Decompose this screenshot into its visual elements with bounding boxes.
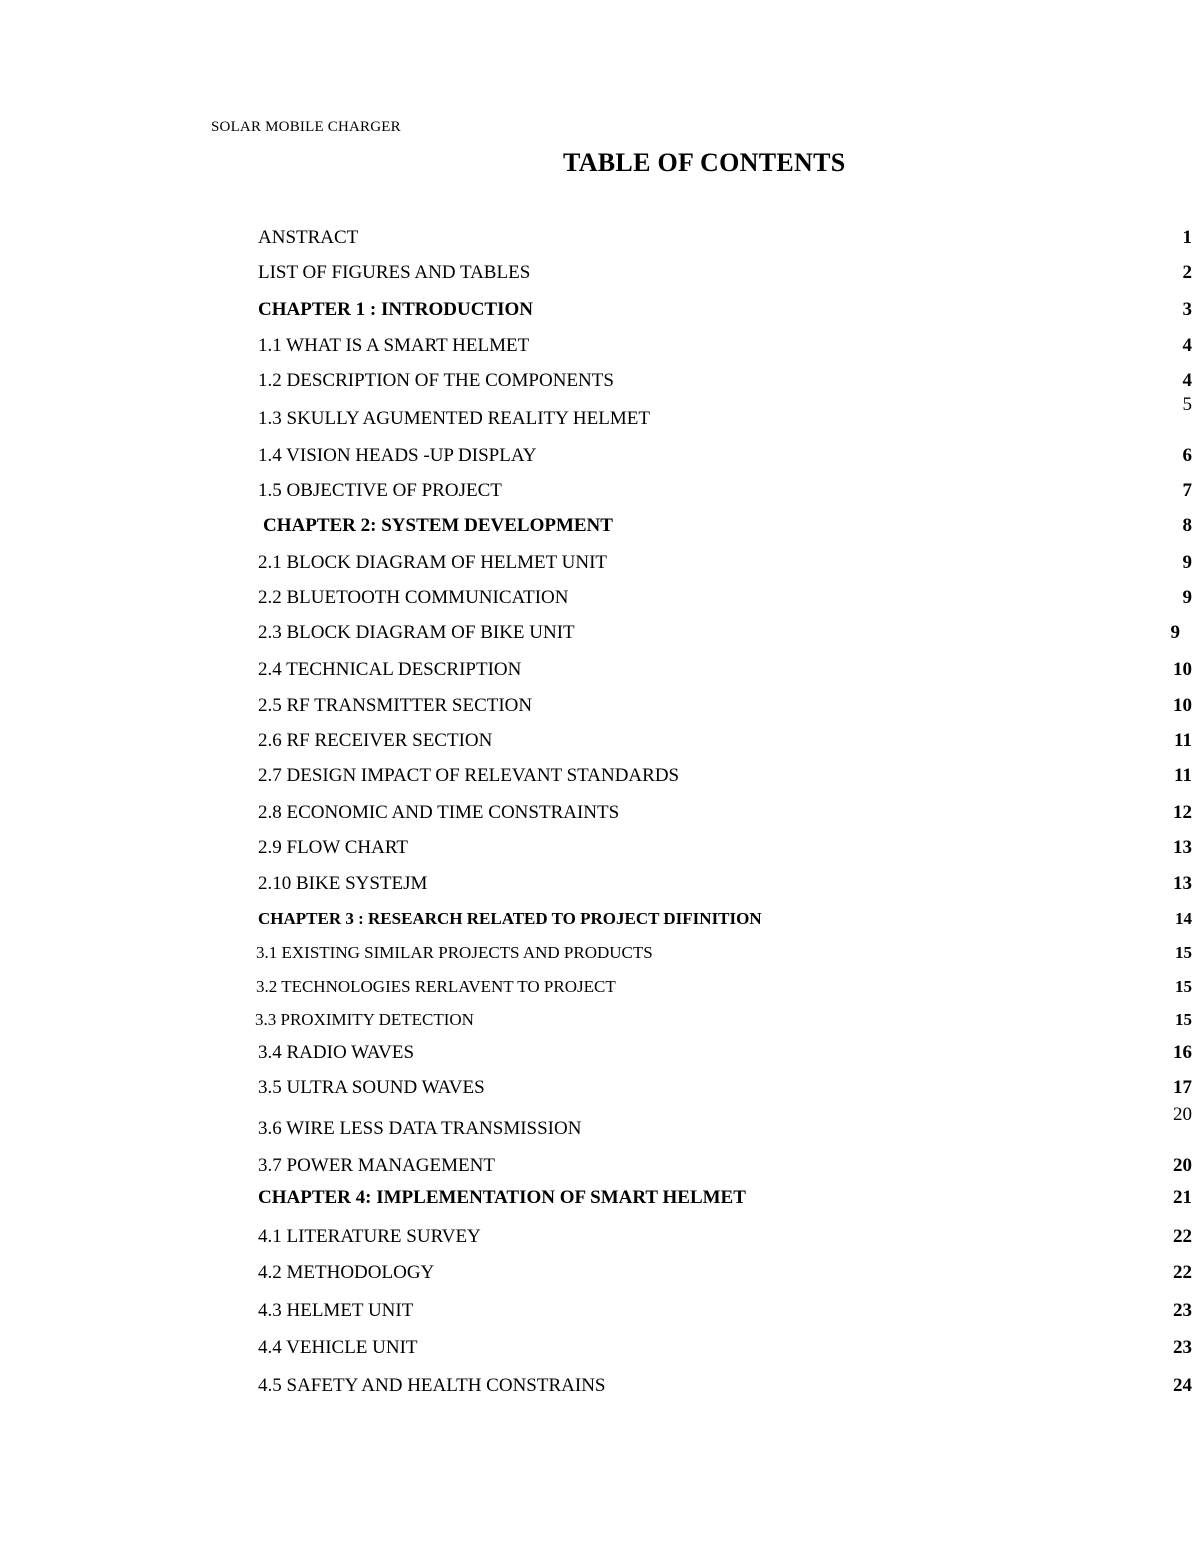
toc-entry-label: 1.1 WHAT IS A SMART HELMET bbox=[258, 335, 530, 356]
toc-entry bbox=[258, 370, 1192, 396]
toc-entry-page: 3 bbox=[1182, 299, 1192, 320]
toc-entry-page: 11 bbox=[1174, 730, 1192, 751]
toc-entry-label: 2.8 ECONOMIC AND TIME CONSTRAINTS bbox=[258, 802, 620, 823]
toc-entry-page: 16 bbox=[1173, 1042, 1192, 1063]
toc-entry bbox=[258, 873, 1192, 899]
toc-entry-label: CHAPTER 3 : RESEARCH RELATED TO PROJECT DIFINITION bbox=[258, 909, 762, 928]
toc-entry-page: 21 bbox=[1173, 1187, 1192, 1208]
toc-entry-label: 4.4 VEHICLE UNIT bbox=[258, 1337, 418, 1358]
toc-entry-label: 4.1 LITERATURE SURVEY bbox=[258, 1226, 481, 1247]
toc-entry bbox=[258, 445, 1192, 471]
toc-entry-page: 10 bbox=[1173, 659, 1192, 680]
toc-entry-page: 5 bbox=[1182, 394, 1192, 415]
toc-entry-page: 4 bbox=[1182, 370, 1192, 391]
toc-entry-label: 2.3 BLOCK DIAGRAM OF BIKE UNIT bbox=[258, 622, 575, 643]
toc-entry bbox=[258, 552, 1192, 578]
toc-entry-page: 24 bbox=[1173, 1375, 1192, 1396]
toc-entry bbox=[258, 622, 1192, 648]
toc-entry bbox=[258, 1077, 1192, 1103]
toc-entry-page: 15 bbox=[1175, 977, 1192, 996]
toc-entry bbox=[255, 1010, 1192, 1036]
toc-chapter-entry bbox=[258, 299, 1192, 325]
toc-entry bbox=[258, 695, 1192, 721]
toc-entry bbox=[258, 1337, 1192, 1363]
toc-entry bbox=[258, 1104, 1192, 1144]
toc-entry-label: 1.4 VISION HEADS -UP DISPLAY bbox=[258, 445, 537, 466]
toc-entry-page: 7 bbox=[1182, 480, 1192, 501]
toc-entry-label: 1.2 DESCRIPTION OF THE COMPONENTS bbox=[258, 370, 614, 391]
toc-entry-label: 2.4 TECHNICAL DESCRIPTION bbox=[258, 659, 522, 680]
toc-entry-page: 9 bbox=[1182, 552, 1192, 573]
toc-entry-page: 20 bbox=[1173, 1104, 1192, 1125]
toc-entry-label: 1.5 OBJECTIVE OF PROJECT bbox=[258, 480, 502, 501]
toc-entry-page: 13 bbox=[1173, 837, 1192, 858]
toc-entry bbox=[258, 837, 1192, 863]
toc-entry-label: 3.2 TECHNOLOGIES RERLAVENT TO PROJECT bbox=[256, 977, 616, 996]
toc-entry-page: 12 bbox=[1173, 802, 1192, 823]
toc-entry-label: 3.1 EXISTING SIMILAR PROJECTS AND PRODUCTS bbox=[256, 943, 653, 962]
toc-entry-label: 2.9 FLOW CHART bbox=[258, 837, 408, 858]
toc-entry-label: LIST OF FIGURES AND TABLES bbox=[258, 262, 531, 283]
toc-entry bbox=[258, 943, 1192, 969]
toc-entry bbox=[258, 262, 1192, 288]
toc-entry bbox=[258, 480, 1192, 506]
toc-entry-label: ANSTRACT bbox=[258, 227, 359, 248]
toc-entry bbox=[258, 1155, 1192, 1181]
toc-entry bbox=[258, 1262, 1192, 1288]
toc-entry-label: 2.1 BLOCK DIAGRAM OF HELMET UNIT bbox=[258, 552, 608, 573]
toc-entry-label: 3.5 ULTRA SOUND WAVES bbox=[258, 1077, 485, 1098]
toc-entry-label: CHAPTER 1 : INTRODUCTION bbox=[258, 299, 533, 320]
toc-entry-label: 3.4 RADIO WAVES bbox=[258, 1042, 415, 1063]
toc-entry-page: 23 bbox=[1173, 1300, 1192, 1321]
toc-entry bbox=[258, 802, 1192, 828]
toc-entry-label: 2.2 BLUETOOTH COMMUNICATION bbox=[258, 587, 569, 608]
running-header: SOLAR MOBILE CHARGER bbox=[211, 119, 401, 135]
toc-entry-page: 2 bbox=[1182, 262, 1192, 283]
toc-entry bbox=[258, 335, 1192, 361]
toc-entry-label: 4.2 METHODOLOGY bbox=[258, 1262, 435, 1283]
toc-chapter-entry bbox=[258, 909, 1192, 935]
toc-entry-label: 2.7 DESIGN IMPACT OF RELEVANT STANDARDS bbox=[258, 765, 680, 786]
toc-entry bbox=[258, 394, 1192, 434]
toc-entry-page: 22 bbox=[1173, 1226, 1192, 1247]
toc-entry-page: 15 bbox=[1175, 943, 1192, 962]
toc-entry-page: 1 bbox=[1182, 227, 1192, 248]
toc-entry bbox=[258, 587, 1192, 613]
toc-entry-label: 3.6 WIRE LESS DATA TRANSMISSION bbox=[258, 1118, 582, 1139]
toc-entry-page: 9 bbox=[1182, 587, 1192, 608]
toc-entry-label: CHAPTER 2: SYSTEM DEVELOPMENT bbox=[263, 515, 613, 536]
toc-entry-page: 11 bbox=[1174, 765, 1192, 786]
toc-entry-label: 2.5 RF TRANSMITTER SECTION bbox=[258, 695, 533, 716]
toc-entry-page: 14 bbox=[1175, 909, 1192, 928]
toc-entry bbox=[258, 227, 1192, 253]
toc-entry bbox=[258, 730, 1192, 756]
toc-entry-page: 6 bbox=[1182, 445, 1192, 466]
toc-entry-label: 3.3 PROXIMITY DETECTION bbox=[255, 1010, 474, 1029]
toc-chapter-entry bbox=[258, 1187, 1192, 1213]
toc-entry-page: 13 bbox=[1173, 873, 1192, 894]
toc-entry-label: 3.7 POWER MANAGEMENT bbox=[258, 1155, 495, 1176]
toc-entry-page: 20 bbox=[1173, 1155, 1192, 1176]
toc-entry-page: 22 bbox=[1173, 1262, 1192, 1283]
toc-entry-label: 1.3 SKULLY AGUMENTED REALITY HELMET bbox=[258, 408, 650, 429]
toc-entry-page: 17 bbox=[1173, 1077, 1192, 1098]
toc-entry bbox=[258, 659, 1192, 685]
toc-entry bbox=[258, 765, 1192, 791]
toc-entry bbox=[258, 1226, 1192, 1252]
toc-entry-page: 23 bbox=[1173, 1337, 1192, 1358]
toc-entry-label: 4.3 HELMET UNIT bbox=[258, 1300, 414, 1321]
toc-entry-page: 9 bbox=[1170, 622, 1180, 643]
toc-chapter-entry bbox=[258, 515, 1192, 541]
toc-entry-label: 2.10 BIKE SYSTEJM bbox=[258, 873, 428, 894]
toc-entry-label: 2.6 RF RECEIVER SECTION bbox=[258, 730, 493, 751]
toc-entry-page: 15 bbox=[1175, 1010, 1192, 1029]
toc-entry bbox=[258, 1375, 1192, 1401]
toc-entry-label: 4.5 SAFETY AND HEALTH CONSTRAINS bbox=[258, 1375, 606, 1396]
toc-entry bbox=[258, 977, 1192, 1003]
toc-entry-label: CHAPTER 4: IMPLEMENTATION OF SMART HELMET bbox=[258, 1187, 746, 1208]
toc-entry-page: 8 bbox=[1182, 515, 1192, 536]
toc-entry bbox=[258, 1300, 1192, 1326]
toc-entry bbox=[258, 1042, 1192, 1068]
page-title: TABLE OF CONTENTS bbox=[563, 148, 846, 177]
toc-entry-page: 4 bbox=[1182, 335, 1192, 356]
toc-entry-page: 10 bbox=[1173, 695, 1192, 716]
